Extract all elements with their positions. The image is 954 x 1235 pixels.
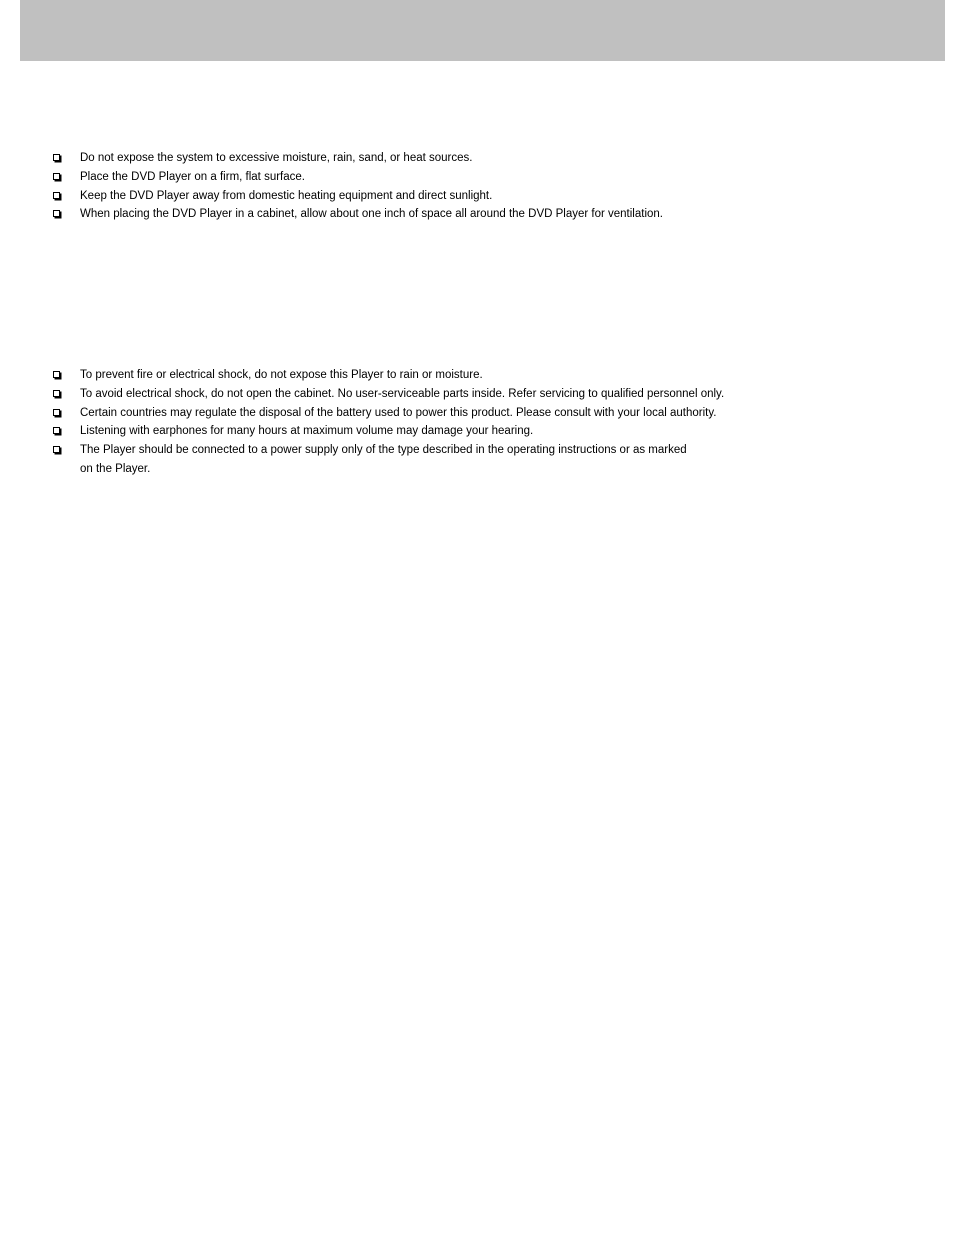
checkbox-square-icon bbox=[53, 210, 60, 217]
list-item bbox=[52, 205, 663, 224]
list-item-text: When placing the DVD Player in a cabinet, allow about one inch of space all around the DVD Player for ventilation. bbox=[80, 208, 663, 221]
list-item bbox=[52, 441, 724, 479]
list-item-text: The Player should be connected to a power supply only of the type described in the operating instructions or as marked bbox=[80, 444, 687, 457]
list-item-text: Place the DVD Player on a firm, flat surface. bbox=[80, 170, 305, 183]
checkbox-square-icon bbox=[53, 409, 60, 416]
checkbox-square-icon bbox=[53, 154, 60, 161]
safety-precautions-list bbox=[52, 366, 724, 479]
list-item-text: Keep the DVD Player away from domestic heating equipment and direct sunlight. bbox=[80, 189, 493, 202]
checkbox-square-icon bbox=[53, 371, 60, 378]
list-item-text: Certain countries may regulate the disposal of the battery used to power this product. Please consult with your local authority. bbox=[80, 406, 717, 419]
checkbox-square-icon bbox=[53, 427, 60, 434]
list-item-text: To prevent fire or electrical shock, do not expose this Player to rain or moisture. bbox=[80, 369, 483, 381]
list-item-text: Do not expose the system to excessive moisture, rain, sand, or heat sources. bbox=[80, 152, 473, 164]
list-item bbox=[52, 149, 663, 168]
checkbox-square-icon bbox=[53, 192, 60, 199]
checkbox-square-icon bbox=[53, 446, 60, 453]
list-item bbox=[52, 422, 724, 441]
checkbox-square-icon bbox=[53, 173, 60, 180]
list-item-text: To avoid electrical shock, do not open the cabinet. No user-serviceable parts inside. Refer servicing to qualified personnel only. bbox=[80, 387, 725, 400]
list-item bbox=[52, 366, 724, 385]
placement-precautions-list bbox=[52, 149, 663, 224]
list-item bbox=[52, 404, 724, 423]
list-item-continuation: on the Player. bbox=[80, 462, 151, 475]
list-item bbox=[52, 385, 724, 404]
list-item bbox=[52, 187, 663, 206]
list-item-text: Listening with earphones for many hours at maximum volume may damage your hearing. bbox=[80, 425, 534, 438]
checkbox-square-icon bbox=[53, 390, 60, 397]
header-bar bbox=[20, 0, 945, 61]
list-item bbox=[52, 168, 663, 187]
